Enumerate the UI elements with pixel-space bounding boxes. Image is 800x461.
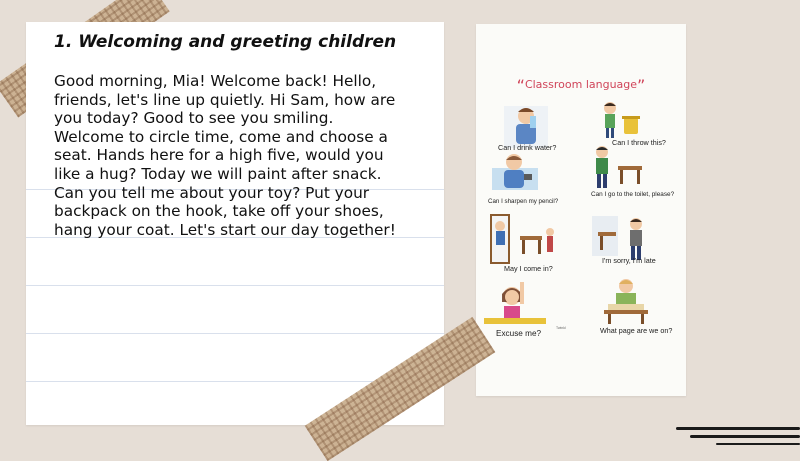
poster-title — [476, 76, 686, 95]
phrase-drink-water: Can I drink water? — [498, 143, 557, 152]
reading-child-illustration — [598, 274, 652, 326]
poster-credit: Twinkl — [556, 326, 566, 330]
slide-title: 1. Welcoming and greeting children — [54, 32, 397, 52]
raising-hand-child-illustration — [482, 276, 554, 328]
phrase-sharpen-pencil: Can I sharpen my pencil? — [488, 198, 559, 205]
late-child-illustration — [592, 210, 652, 262]
decorative-line-2 — [690, 435, 800, 438]
poster-title-text: Classroom language — [524, 78, 638, 91]
greeting-phrases-text: Good morning, Mia! Welcome back! Hello, friends, let's line up quietly. Hi Sam, how are you today? Good to see you smiling. Welcome to circle time, come and choose a seat. Hands here for a high five, would you like a hug? Today we will paint after snack. Can you tell me about your toy? Put your backpack on the hook, take off your shoes, hang your coat. Let's start our day together! — [54, 72, 396, 239]
drinking-child-illustration — [504, 102, 548, 148]
phrase-late: I'm sorry, I'm late — [602, 256, 656, 265]
phrase-excuse-me: Excuse me? — [496, 329, 542, 338]
phrase-what-page: What page are we on? — [600, 326, 673, 335]
phrase-throw-this: Can I throw this? — [612, 138, 666, 147]
decorative-line-1 — [676, 427, 800, 430]
decorative-line-3 — [716, 443, 800, 445]
sharpening-child-illustration — [490, 148, 540, 192]
toilet-child-illustration — [588, 142, 648, 192]
close-quote: ” — [637, 76, 646, 95]
open-quote: “ — [516, 76, 525, 95]
phrase-toilet: Can I go to the toilet, please? — [591, 191, 675, 198]
phrase-come-in: May I come in? — [504, 264, 553, 273]
throwing-child-illustration — [594, 98, 644, 140]
door-child-illustration — [490, 214, 554, 264]
classroom-language-poster — [476, 24, 686, 396]
